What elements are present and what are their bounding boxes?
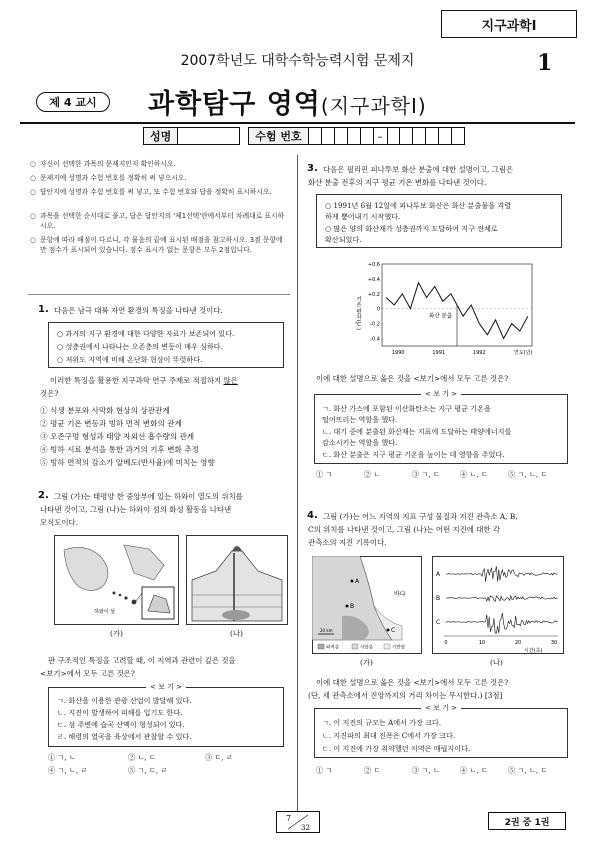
q1-choice[interactable]: ① 식생 분포와 사막화 현상의 상관관계 bbox=[40, 406, 170, 415]
q1-info-box bbox=[48, 322, 284, 368]
footer-volume: 2권 중 1권 bbox=[488, 812, 566, 830]
q3-eruption-label: 화산 분출 bbox=[429, 313, 453, 320]
q4-x-tick: 0 bbox=[444, 640, 448, 646]
q2-label-a: (가) bbox=[110, 629, 123, 638]
q3-bogi-item: ㄴ. 대기 중에 분출된 화산재는 지표에 도달하는 태양에너지를 bbox=[322, 427, 512, 436]
q4-number: 4. bbox=[307, 510, 318, 521]
q4-x-tick: 10 bbox=[478, 640, 486, 646]
q4-label-b: (나) bbox=[490, 658, 503, 667]
q2-stem-line: 나타낸 것이고, 그림 (나)는 하와이 섬의 화성 활동을 나타낸 bbox=[40, 505, 232, 514]
q2-bogi-item: ㄱ. 화산을 이용한 관광 산업이 발달해 있다. bbox=[57, 696, 192, 705]
q4-bogi-box bbox=[314, 704, 568, 758]
q3-bogi-item: ㄷ. 화산 분출은 지구 평균 기온을 높이는 데 영향을 주었다. bbox=[322, 450, 505, 459]
q3-x-tick: 1992 bbox=[472, 350, 486, 356]
q4-station-c: C bbox=[391, 627, 396, 634]
q1-info-line: ○ 성층권에서 나타나는 오존층의 변동이 매우 심하다. bbox=[57, 342, 223, 351]
page-number: 1 bbox=[537, 50, 553, 76]
q3-option[interactable]: ② ㄴ bbox=[364, 470, 381, 479]
q4-question-line: 이에 대한 설명으로 옳은 것을 <보기>에서 모두 고른 것은? bbox=[316, 678, 509, 687]
q4-option[interactable]: ① ㄱ bbox=[316, 766, 333, 775]
exam-number-digit[interactable] bbox=[361, 127, 374, 145]
notice-item: ○ 문항에 따라 배점이 다르니, 각 물음의 끝에 표시된 배점을 참고하시오. 3점 문항에만 점수가 표시되어 있습니다. 점수 표시가 없는 문항은 모두 2점입니다. bbox=[30, 236, 288, 255]
q4-option[interactable]: ⑤ ㄱ, ㄴ, ㄷ bbox=[508, 766, 548, 775]
q3-question: 이에 대한 설명으로 옳은 것을 <보기>에서 모두 고른 것은? bbox=[316, 374, 509, 383]
q2-option[interactable]: ② ㄴ, ㄷ bbox=[128, 753, 156, 762]
exam-number-digit[interactable] bbox=[400, 127, 413, 145]
q4-legend-item: 퇴적층 bbox=[326, 645, 340, 651]
q4-option[interactable]: ④ ㄴ, ㄷ bbox=[460, 766, 488, 775]
q1-info-line: ○ 저위도 지역에 비해 온난화 현상이 뚜렷하다. bbox=[57, 355, 203, 364]
q3-stem-line: 다음은 필리핀 피나투보 화산 분출에 대한 설명이고, 그림은 bbox=[323, 165, 514, 174]
exam-title: 2007학년도 대학수학능력시험 문제지 bbox=[180, 53, 415, 69]
q2-option[interactable]: ④ ㄱ, ㄴ, ㄹ bbox=[48, 766, 88, 775]
q3-y-tick: -0.2 bbox=[370, 321, 380, 328]
period-badge: 제 4 교시 bbox=[36, 92, 110, 112]
q2-stem-line: 그림 (가)는 태평양 한 중앙부에 있는 하와이 열도의 위치를 bbox=[54, 492, 243, 501]
q4-trace-b-label: B bbox=[436, 595, 441, 602]
q1-number: 1. bbox=[38, 304, 49, 315]
q3-option[interactable]: ⑤ ㄱ, ㄴ, ㄷ bbox=[508, 470, 548, 479]
q2-option[interactable]: ① ㄱ, ㄴ bbox=[48, 753, 76, 762]
exam-number-digit[interactable] bbox=[439, 127, 452, 145]
q4-legend-item: 기반암 bbox=[392, 645, 406, 651]
q1-choice[interactable]: ⑤ 빙하 면적의 감소가 알베도(반사율)에 미치는 영향 bbox=[40, 458, 215, 467]
q2-volcano-diagram bbox=[186, 535, 288, 625]
q3-number: 3. bbox=[307, 163, 318, 174]
footer-page-indicator bbox=[276, 811, 320, 833]
candidate-id-row bbox=[143, 127, 465, 145]
q3-info-line: ○ 많은 양의 화산재가 성층권까지 도달하여 지구 전체로 bbox=[325, 224, 498, 233]
section-title bbox=[148, 82, 427, 121]
q4-station-a: A bbox=[355, 578, 360, 585]
q1-info-line: ○ 과거의 지구 환경에 대한 다양한 자료가 보존되어 있다. bbox=[57, 329, 235, 338]
q3-option[interactable]: ① ㄱ bbox=[316, 470, 333, 479]
exam-number-digit[interactable] bbox=[452, 127, 465, 145]
q4-legend-item: 사암층 bbox=[360, 645, 374, 651]
exam-number-dash: – bbox=[374, 127, 387, 145]
q4-option[interactable]: ③ ㄱ, ㄴ bbox=[412, 766, 440, 775]
q3-info-box bbox=[316, 194, 562, 248]
q3-bogi-item: 떨어뜨리는 역할을 했다. bbox=[322, 415, 398, 424]
q4-bogi-item: ㄱ. 이 지진의 규모는 A에서 가장 크다. bbox=[322, 718, 442, 727]
q3-y-tick: -0.4 bbox=[370, 336, 380, 343]
q2-hawaii-map bbox=[54, 535, 179, 625]
name-label: 성명 bbox=[143, 127, 178, 145]
q4-question-line: (단, 세 관측소에서 진앙까지의 거리 차이는 무시한다.) [3점] bbox=[308, 691, 503, 700]
title-rule bbox=[20, 122, 575, 124]
q3-option[interactable]: ③ ㄱ, ㄷ bbox=[412, 470, 440, 479]
q1-choice[interactable]: ② 평균 기온 변동과 빙하 면적 변화의 관계 bbox=[40, 419, 182, 428]
exam-number-digit[interactable] bbox=[348, 127, 361, 145]
q1-stem: 다음은 남극 대륙 자연 환경의 특징을 나타낸 것이다. bbox=[54, 306, 223, 315]
q4-x-tick: 20 bbox=[514, 640, 522, 646]
notice-item: ○ 자신이 선택한 과목의 문제지인지 확인하시오. bbox=[30, 160, 288, 170]
notice-item: ○ 과목을 선택한 순서대로 풀고, 답은 답안지의 '제1선택'란에서부터 차례대로 표시하시오. bbox=[30, 212, 288, 231]
q2-question-line: <보기>에서 모두 고른 것은? bbox=[40, 669, 135, 678]
subject-tab: 지구과학Ⅰ bbox=[441, 10, 577, 38]
q4-x-tick: 30 bbox=[550, 640, 558, 646]
q3-option[interactable]: ④ ㄴ, ㄷ bbox=[460, 470, 488, 479]
exam-number-digit[interactable] bbox=[426, 127, 439, 145]
q4-bogi-item: ㄴ. 지진파의 최대 진폭은 C에서 가장 크다. bbox=[322, 731, 456, 740]
q3-bogi-item: 감소시키는 역할을 했다. bbox=[322, 438, 398, 447]
q2-number: 2. bbox=[38, 490, 49, 501]
exam-number-digit[interactable] bbox=[335, 127, 348, 145]
q4-seismograms bbox=[432, 556, 564, 654]
exam-number-label: 수험 번호 bbox=[248, 127, 308, 145]
q4-scale-label: 20 km bbox=[320, 628, 333, 633]
q3-info-line: ○ 1991년 6월 12일에 피나투보 화산은 화산 분출물을 격렬 bbox=[325, 201, 512, 210]
q4-bogi-item: ㄷ. 이 지진에 가장 취약했던 지역은 매립지이다. bbox=[322, 744, 471, 753]
q2-bogi-item: ㄴ. 지진이 발생하여 피해를 입기도 한다. bbox=[57, 708, 183, 717]
q3-x-unit: 연도(년) bbox=[514, 350, 533, 356]
q3-y-tick: 0 bbox=[376, 306, 380, 313]
q3-bogi-box bbox=[314, 390, 568, 464]
q4-region-map bbox=[312, 556, 422, 654]
q1-question bbox=[40, 374, 288, 400]
q4-stem-line: C의 위치를 나타낸 것이고, 그림 (나)는 어떤 지진에 대한 각 bbox=[308, 525, 500, 534]
q4-label-a: (가) bbox=[360, 658, 373, 667]
q2-option[interactable]: ③ ㄷ, ㄹ bbox=[205, 753, 233, 762]
q2-stem-line: 모식도이다. bbox=[40, 518, 79, 527]
exam-number-digit[interactable] bbox=[322, 127, 335, 145]
q2-bogi-item: ㄹ. 해령의 열곡을 육상에서 관찰할 수 있다. bbox=[57, 732, 192, 741]
column-divider bbox=[297, 155, 298, 815]
q2-option[interactable]: ⑤ ㄱ, ㄷ, ㄹ bbox=[128, 766, 168, 775]
q2-label-b: (나) bbox=[230, 629, 243, 638]
q1-choice[interactable]: ④ 빙하 시료 분석을 통한 과거의 기후 변화 추정 bbox=[40, 445, 199, 454]
exam-number-digit[interactable] bbox=[387, 127, 400, 145]
q3-bogi-item: ㄱ. 화산 가스에 포함된 이산화탄소는 지구 평균 기온을 bbox=[322, 404, 491, 413]
notice-item: ○ 문제지에 성명과 수험 번호를 정확히 써 넣으시오. bbox=[30, 174, 288, 184]
footer-page-total: 32 bbox=[301, 824, 310, 832]
q1-question-end: 것은? bbox=[40, 389, 59, 398]
q3-temperature-chart bbox=[352, 256, 542, 366]
q1-choice[interactable]: ③ 오존구멍 형성과 태양 자외선 흡수량의 관계 bbox=[40, 432, 195, 441]
name-field[interactable] bbox=[178, 127, 240, 145]
q4-option[interactable]: ② ㄷ bbox=[364, 766, 381, 775]
footer-page-current: 7 bbox=[286, 814, 292, 823]
q3-y-label: 기온 편차(℃) bbox=[355, 296, 361, 331]
q3-info-line: 하게 뿜어내기 시작했다. bbox=[325, 212, 401, 221]
q4-trace-c-label: C bbox=[436, 619, 441, 626]
q3-info-line: 확산되었다. bbox=[325, 235, 362, 244]
section-main: 과학탐구 영역 bbox=[148, 89, 321, 120]
q4-sea-label: 바다 bbox=[394, 591, 406, 598]
section-subject: (지구과학Ⅰ) bbox=[320, 94, 427, 118]
q3-x-tick: 1991 bbox=[432, 350, 446, 356]
q4-stem-line: 관측소의 지진 기록이다. bbox=[308, 538, 387, 547]
q4-bogi-label: < 보 기 > bbox=[421, 704, 461, 712]
exam-number-digit[interactable] bbox=[413, 127, 426, 145]
q4-stem-line: 그림 (가)는 어느 지역의 지표 구성 물질과 지진 관측소 A, B, bbox=[323, 512, 518, 521]
q3-bogi-label: < 보 기 > bbox=[421, 390, 461, 398]
q2-bogi-box bbox=[48, 683, 284, 747]
q4-trace-a-label: A bbox=[436, 571, 441, 578]
notice-rule bbox=[28, 294, 290, 295]
notice-item: ○ 답안지에 성명과 수험 번호를 써 넣고, 또 수험 번호와 답을 정확히 표시하시오. bbox=[30, 188, 288, 198]
q1-question-text: 이러한 특징을 활용한 지구과학 연구 주제로 적절하지 bbox=[50, 376, 224, 385]
q3-y-tick: +0.4 bbox=[367, 276, 380, 283]
q2-bogi-label: < 보 기 > bbox=[146, 683, 186, 691]
q2-bogi-item: ㄷ. 섬 주변에 습곡 산맥이 형성되어 있다. bbox=[57, 720, 185, 729]
q2-map-label: 하와이 섬 bbox=[94, 609, 115, 615]
q3-y-tick: +0.2 bbox=[367, 291, 380, 298]
q4-station-b: B bbox=[350, 603, 355, 610]
q3-stem-line: 화산 분출 전후의 지구 평균 기온 변화를 나타낸 것이다. bbox=[308, 178, 487, 187]
q4-x-unit: 시간(초) bbox=[524, 648, 543, 654]
q2-question-line: 판 구조적인 특징을 고려할 때, 이 지역과 관련이 깊은 것을 bbox=[48, 656, 236, 665]
exam-number-digit[interactable] bbox=[309, 127, 322, 145]
q1-question-emphasis: 않은 bbox=[223, 376, 238, 385]
q3-x-tick: 1990 bbox=[391, 350, 405, 356]
q3-y-tick: +0.6 bbox=[367, 262, 380, 268]
